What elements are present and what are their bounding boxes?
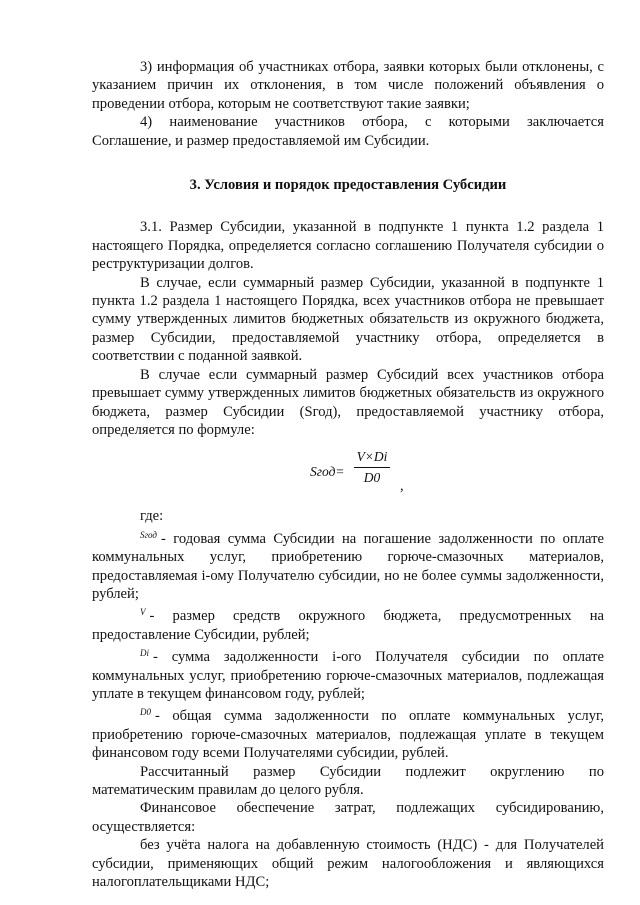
paragraph-item-3: 3) информация об участниках отбора, заявки которых были отклонены, с указанием причин их отклонения, в том числе положений объявления о проведении отбора, которым не соответствуют такие заявки;	[92, 59, 604, 112]
document-page	[92, 58, 604, 891]
paragraph-financing: Финансовое обеспечение затрат, подлежащих субсидированию, осуществляется:	[92, 800, 604, 835]
fraction-bar	[354, 467, 390, 468]
definition-symbol: Di	[140, 648, 149, 659]
definition-symbol: D0	[140, 707, 151, 718]
definition-di	[92, 644, 604, 703]
definition-v	[92, 603, 604, 644]
definition-text: - общая сумма задолженности по оплате коммунальных услуг, приобретению горюче-смазочных материалов, подлежащая уплате в текущем финансовом году всеми Получателями субсидии, рублей.	[92, 708, 604, 762]
paragraph-case-exceeds-limits: В случае если суммарный размер Субсидий всех участников отбора превышает сумму утвержденных лимитов бюджетных обязательств из окружного бюджета, размер Субсидии (Sгод), предоставляемой участнику отбора, определяется по формуле:	[92, 366, 604, 438]
paragraph-without-vat: без учёта налога на добавленную стоимость (НДС) - для Получателей субсидии, применяющих общий режим налогообложения и являющихся налогоплательщиками НДС;	[92, 837, 604, 891]
paragraph-item-4: 4) наименование участников отбора, с которыми заключается Соглашение, и размер предоставляемой им Субсидии.	[92, 114, 604, 149]
definition-d0	[92, 703, 604, 762]
paragraph-rounding: Рассчитанный размер Субсидии подлежит округлению по математическим правилам до целого рубля.	[92, 763, 604, 798]
formula-denominator: D0	[363, 470, 381, 486]
definition-text: - размер средств окружного бюджета, предусмотренных на предоставление Субсидии, рублей;	[92, 608, 604, 643]
where-label: где:	[140, 508, 164, 525]
section-heading: 3. Условия и порядок предоставления Субсидии	[189, 177, 507, 194]
paragraph-3-1: 3.1. Размер Субсидии, указанной в подпункте 1 пункта 1.2 раздела 1 настоящего Порядка, определяется согласно соглашению Получателя субсидии о реструктуризации долгов.	[92, 219, 604, 273]
definition-s-god	[92, 526, 604, 604]
definition-symbol: V	[140, 607, 146, 618]
paragraph-case-within-limits: В случае, если суммарный размер Субсидии, указанной в подпункте 1 пункта 1.2 раздела 1 настоящего Порядка, всех участников отбора не превышает сумму утвержденных лимитов бюджетных обязательств из окружного бюджета, размер Субсидии, предоставляемой участнику отбора, определяется в соответствии с поданной заявкой.	[92, 274, 604, 365]
formula-fraction	[354, 449, 390, 486]
formula-comma: ,	[400, 478, 404, 495]
definition-symbol: Sгод	[140, 529, 157, 540]
definition-text: - сумма задолженности i-ого Получателя субсидии по оплате коммунальных услуг, приобретению горюче-смазочных материалов, подлежащая уплате в текущем финансовом году, рублей;	[92, 649, 604, 702]
definition-text: - годовая сумма Субсидии на погашение задолженности по оплате коммунальных услуг, приобретению горюче-смазочных материалов, предоставляемая i-ому Получателю субсидии, но не более суммы задолженности, рублей;	[92, 530, 604, 602]
formula-numerator: V×Di	[356, 449, 388, 465]
subsidy-formula	[92, 443, 604, 505]
formula-lhs: Sгод=	[310, 464, 345, 480]
